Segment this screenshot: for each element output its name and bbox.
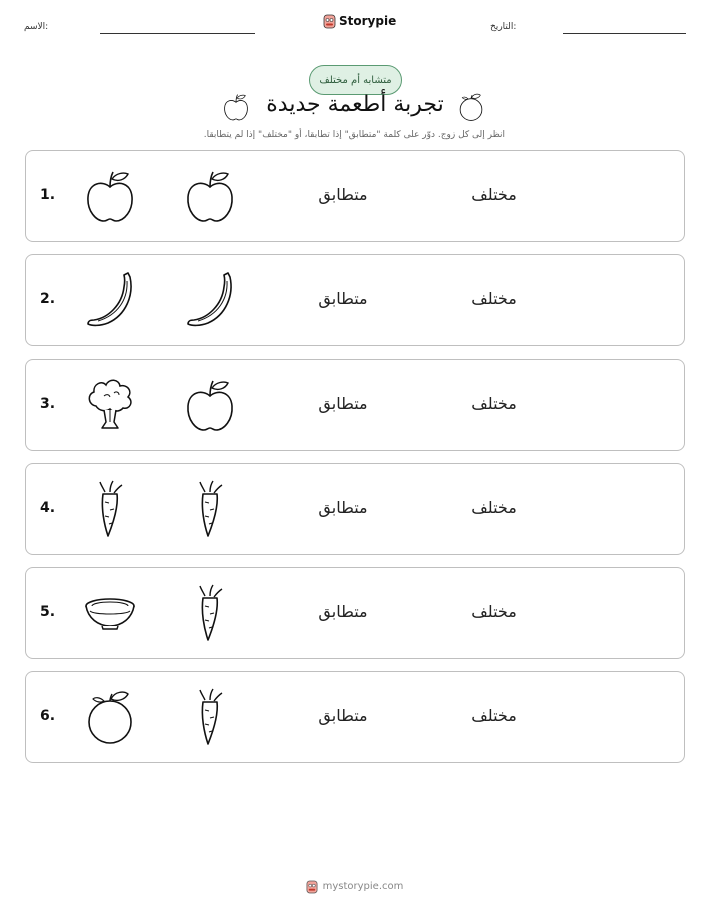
row-number: 4. <box>40 500 56 516</box>
carrot-icon <box>184 584 236 642</box>
apple-icon <box>184 376 236 434</box>
carrot-icon <box>184 688 236 746</box>
match-option[interactable]: متطابق <box>318 498 368 517</box>
different-option[interactable]: مختلف <box>471 289 517 308</box>
topic-badge: متشابه أم مختلف <box>309 65 402 95</box>
exercise-row <box>25 359 685 451</box>
apple-icon <box>84 167 136 225</box>
match-option[interactable]: متطابق <box>318 289 368 308</box>
row-number: 1. <box>40 187 56 203</box>
match-option[interactable]: متطابق <box>318 706 368 725</box>
date-label: التاريخ: <box>490 22 517 32</box>
match-option[interactable]: متطابق <box>318 602 368 621</box>
footer-url[interactable]: mystorypie.com <box>322 881 404 892</box>
apple-icon <box>184 167 236 225</box>
row-number: 6. <box>40 708 56 724</box>
different-option[interactable]: مختلف <box>471 498 517 517</box>
row-number: 2. <box>40 291 56 307</box>
storypie-mascot-icon <box>323 13 336 29</box>
different-option[interactable]: مختلف <box>471 394 517 413</box>
name-label: الاسم: <box>24 22 49 32</box>
banana-icon <box>84 271 136 329</box>
banana-icon <box>184 271 236 329</box>
carrot-icon <box>184 480 236 538</box>
header <box>0 0 709 50</box>
instructions: انظر إلى كل زوج. دوّر على كلمة "متطابق" إذا تطابقا، أو "مختلف" إذا لم يتطابقا. <box>203 130 505 140</box>
row-number: 5. <box>40 604 56 620</box>
carrot-icon <box>84 480 136 538</box>
row-number: 3. <box>40 396 56 412</box>
page-title: تجربة أطعمة جديدة <box>266 92 444 117</box>
orange-icon <box>84 688 136 746</box>
exercise-row <box>25 463 685 555</box>
brand-logo <box>323 13 396 29</box>
match-option[interactable]: متطابق <box>318 185 368 204</box>
orange-icon <box>457 92 485 122</box>
exercise-row <box>25 671 685 763</box>
broccoli-icon <box>84 376 136 434</box>
brand-name: Storypie <box>339 14 397 28</box>
footer <box>0 879 709 894</box>
match-option[interactable]: متطابق <box>318 394 368 413</box>
bowl-icon <box>84 584 136 642</box>
exercise-row <box>25 254 685 346</box>
name-input-line[interactable] <box>100 33 255 34</box>
different-option[interactable]: مختلف <box>471 602 517 621</box>
storypie-mascot-icon <box>306 879 318 894</box>
exercise-row <box>25 567 685 659</box>
different-option[interactable]: مختلف <box>471 706 517 725</box>
apple-icon <box>222 92 250 122</box>
exercise-row <box>25 150 685 242</box>
title-row <box>0 90 709 126</box>
date-input-line[interactable] <box>563 33 686 34</box>
different-option[interactable]: مختلف <box>471 185 517 204</box>
